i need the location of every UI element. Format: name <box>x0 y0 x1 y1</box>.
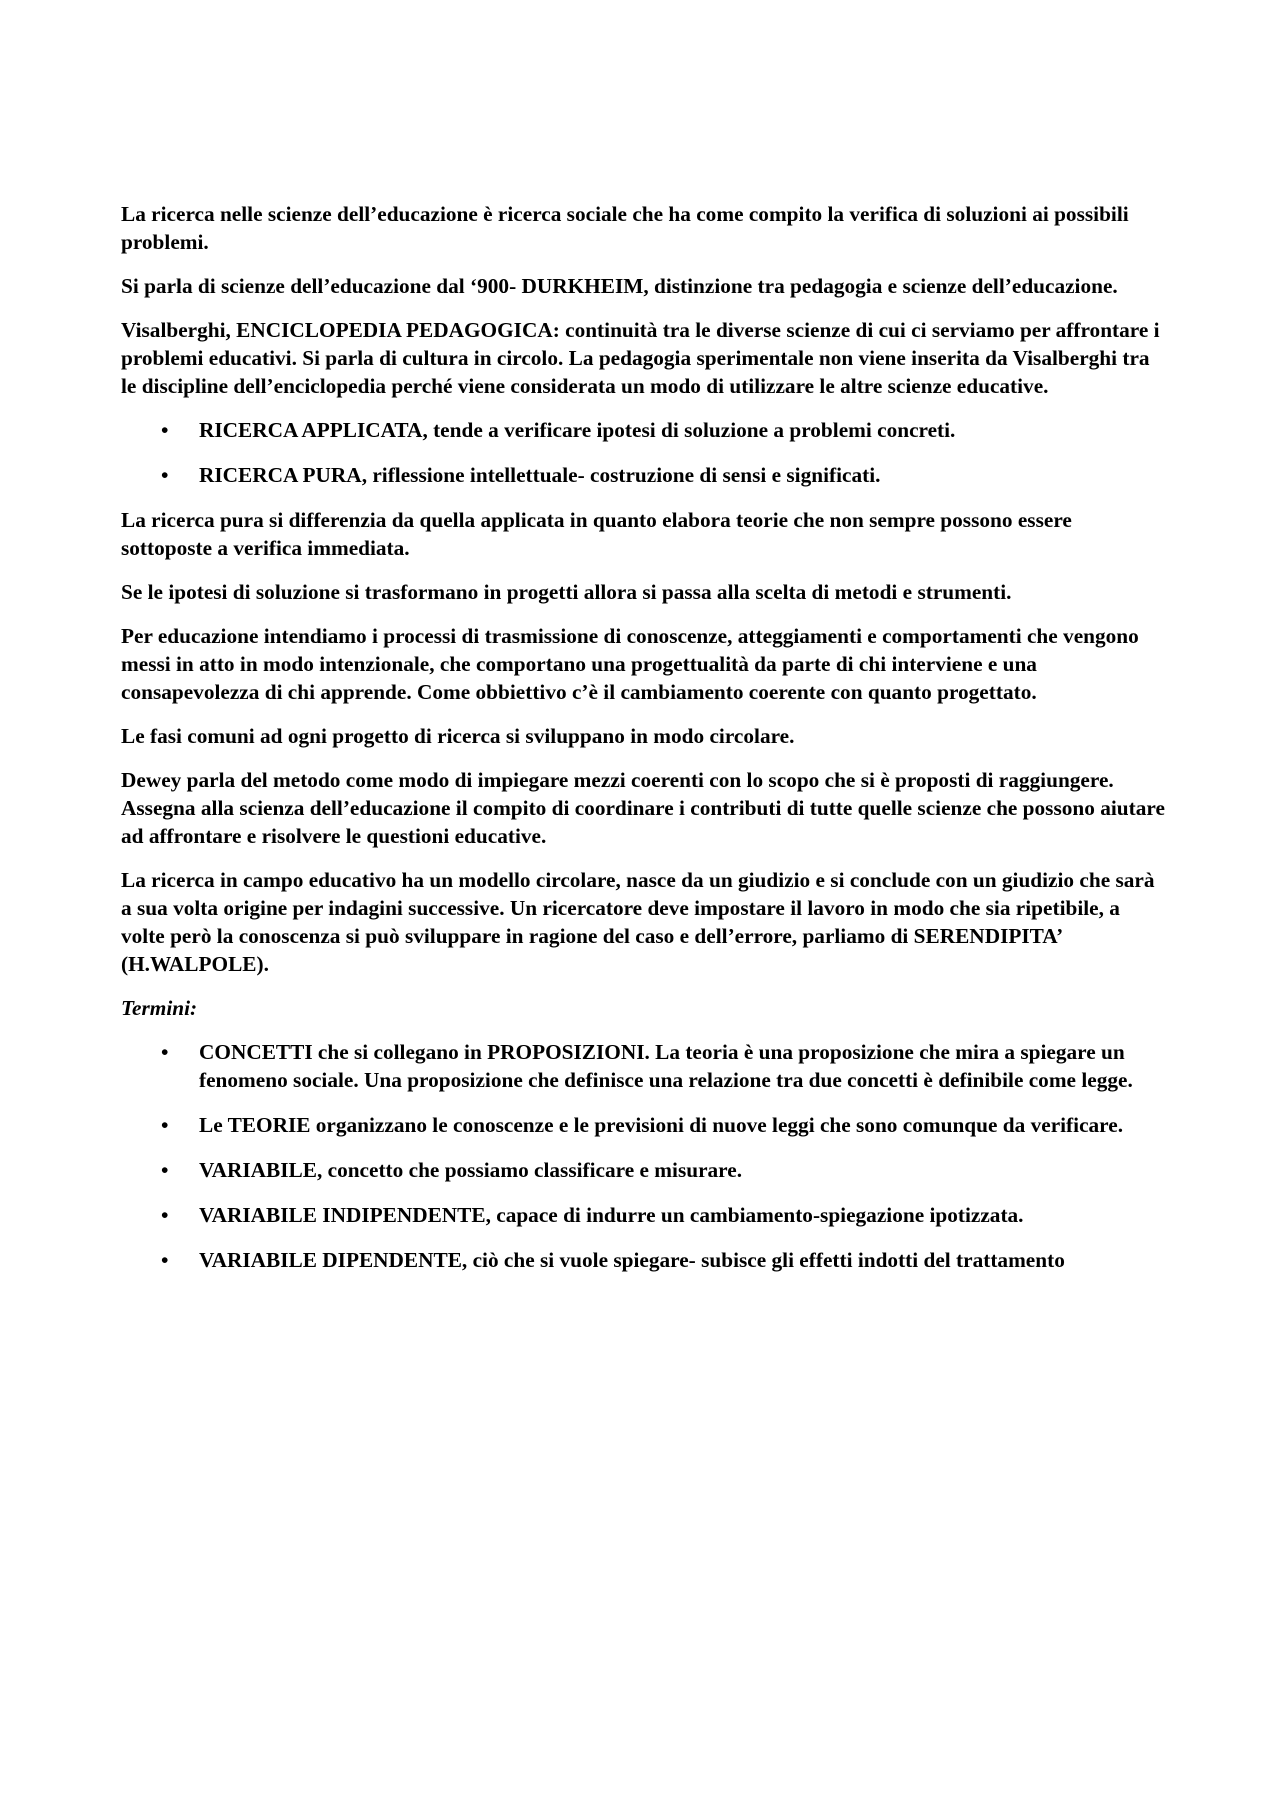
bullet-icon: • <box>161 1113 169 1137</box>
list-item-text: CONCETTI che si collegano in PROPOSIZIONI. La teoria è una proposizione che mira a spiegare un fenomeno sociale. Una proposizione che definisce una relazione tra due concetti è definibile come legge. <box>199 1040 1133 1092</box>
paragraph-visalberghi: Visalberghi, ENCICLOPEDIA PEDAGOGICA: continuità tra le diverse scienze di cui ci serviamo per affrontare i problemi educativi. Si parla di cultura in circolo. La pedagogia sperimentale non viene inserita da Visalberghi tra le discipline dell’enciclopedia perché viene considerata un modo di utilizzare le altre scienze educative. <box>121 318 1160 398</box>
paragraph-hypotheses: Se le ipotesi di soluzione si trasformano in progetti allora si passa alla scelta di metodi e strumenti. <box>121 580 1012 604</box>
research-types-list <box>121 416 1166 489</box>
paragraph-durkheim: Si parla di scienze dell’educazione dal ‘900- DURKHEIM, distinzione tra pedagogia e scienze dell’educazione. <box>121 274 1118 298</box>
bullet-icon: • <box>161 1203 169 1227</box>
list-item <box>121 1201 1166 1229</box>
list-item-text: VARIABILE INDIPENDENTE, capace di indurre un cambiamento-spiegazione ipotizzata. <box>199 1203 1024 1227</box>
list-item <box>121 1111 1166 1139</box>
terms-heading: Termini: <box>121 996 198 1020</box>
list-item <box>121 1156 1166 1184</box>
list-item-text: Le TEORIE organizzano le conoscenze e le previsioni di nuove leggi che sono comunque da verificare. <box>199 1113 1124 1137</box>
bullet-icon: • <box>161 1158 169 1182</box>
paragraph-phases: Le fasi comuni ad ogni progetto di ricerca si sviluppano in modo circolare. <box>121 724 795 748</box>
list-item-text: VARIABILE, concetto che possiamo classificare e misurare. <box>199 1158 743 1182</box>
list-item <box>121 461 1166 489</box>
bullet-icon: • <box>161 1248 169 1272</box>
bullet-icon: • <box>161 1040 169 1064</box>
list-item-text: RICERCA PURA, riflessione intellettuale- costruzione di sensi e significati. <box>199 463 881 487</box>
list-item-text: VARIABILE DIPENDENTE, ciò che si vuole spiegare- subisce gli effetti indotti del trattamento <box>199 1248 1065 1272</box>
paragraph-pure-research: La ricerca pura si differenzia da quella applicata in quanto elabora teorie che non sempre possono essere sottoposte a verifica immediata. <box>121 508 1072 560</box>
paragraph-education-definition: Per educazione intendiamo i processi di trasmissione di conoscenze, atteggiamenti e comportamenti che vengono messi in atto in modo intenzionale, che comportano una progettualità da parte di chi interviene e una consapevolezza di chi apprende. Come obbiettivo c’è il cambiamento coerente con quanto progettato. <box>121 624 1139 704</box>
document-page <box>121 200 1166 1291</box>
paragraph-circular-model: La ricerca in campo educativo ha un modello circolare, nasce da un giudizio e si conclude con un giudizio che sarà a sua volta origine per indagini successive. Un ricercatore deve impostare il lavoro in modo che sia ripetibile, a volte però la conoscenza si può sviluppare in ragione del caso e dell’errore, parliamo di SERENDIPITA’ (H.WALPOLE). <box>121 868 1155 976</box>
bullet-icon: • <box>161 418 169 442</box>
list-item <box>121 416 1166 444</box>
paragraph-intro: La ricerca nelle scienze dell’educazione è ricerca sociale che ha come compito la verifica di soluzioni ai possibili problemi. <box>121 202 1129 254</box>
list-item <box>121 1246 1166 1274</box>
bullet-icon: • <box>161 463 169 487</box>
paragraph-dewey: Dewey parla del metodo come modo di impiegare mezzi coerenti con lo scopo che si è proposti di raggiungere. Assegna alla scienza dell’educazione il compito di coordinare i contributi di tutte quelle scienze che possono aiutare ad affrontare e risolvere le questioni educative. <box>121 768 1165 848</box>
terms-list <box>121 1038 1166 1274</box>
list-item-text: RICERCA APPLICATA, tende a verificare ipotesi di soluzione a problemi concreti. <box>199 418 956 442</box>
list-item <box>121 1038 1166 1094</box>
